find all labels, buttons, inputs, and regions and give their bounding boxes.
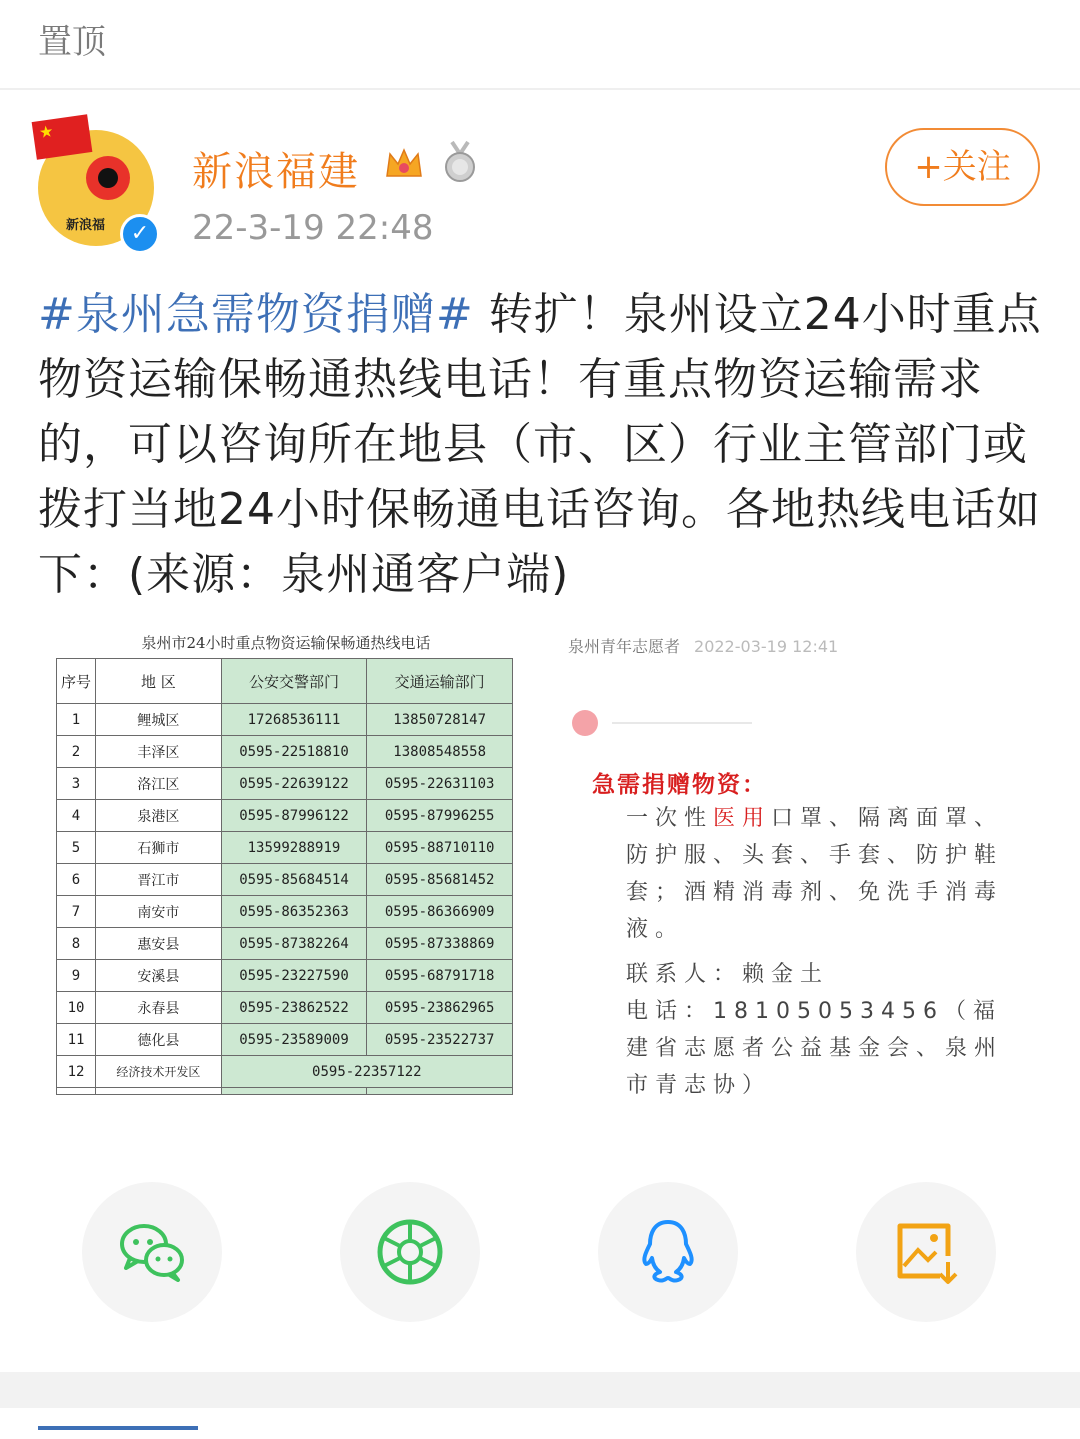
medal-badge-icon — [440, 140, 480, 184]
cell-police: 0595-87996122 — [221, 800, 367, 832]
donation-notice-image[interactable] — [560, 628, 1020, 1118]
items-prefix: 一次性 — [626, 806, 714, 831]
cell-empty — [221, 1088, 367, 1095]
cell-transport: 0595-23522737 — [367, 1024, 513, 1056]
pinned-label: 置顶 — [38, 22, 106, 62]
cell-no: 1 — [57, 704, 96, 736]
notice-source-name: 泉州青年志愿者 — [568, 637, 681, 656]
notice-body — [592, 800, 1012, 1104]
table-header-row — [57, 659, 513, 704]
table-row — [57, 832, 513, 864]
table-row — [57, 800, 513, 832]
cell-no: 10 — [57, 992, 96, 1024]
items-rest: 口罩、隔离面罩、防护服、头套、手套、防护鞋套；酒精消毒剂、免洗手消毒液。 — [626, 806, 1004, 942]
share-wechat-button[interactable] — [82, 1182, 222, 1322]
cell-area: 鲤城区 — [96, 704, 222, 736]
cell-empty — [367, 1088, 513, 1095]
cell-police: 0595-23227590 — [221, 960, 367, 992]
table-title: 泉州市24小时重点物资运输保畅通热线电话 — [141, 634, 431, 652]
cell-transport: 0595-23862965 — [367, 992, 513, 1024]
cell-police: 0595-86352363 — [221, 896, 367, 928]
post-time: 22-3-19 22:48 — [192, 208, 434, 248]
share-moments-button[interactable] — [340, 1182, 480, 1322]
hashtag-link[interactable]: #泉州急需物资捐赠# — [38, 289, 474, 340]
cell-police: 0595-87382264 — [221, 928, 367, 960]
save-image-icon — [890, 1216, 962, 1288]
cell-transport: 13850728147 — [367, 704, 513, 736]
avatar-dot-icon — [572, 710, 598, 736]
cell-no: 11 — [57, 1024, 96, 1056]
cell-no: 9 — [57, 960, 96, 992]
cell-area: 安溪县 — [96, 960, 222, 992]
cell-area: 永春县 — [96, 992, 222, 1024]
divider-line — [612, 722, 752, 724]
avatar[interactable] — [34, 118, 158, 246]
table-row — [57, 896, 513, 928]
table-row — [57, 704, 513, 736]
cell-police: 0595-22518810 — [221, 736, 367, 768]
cell-police: 13599288919 — [221, 832, 367, 864]
cell-transport: 0595-68791718 — [367, 960, 513, 992]
author-name[interactable]: 新浪福建 — [192, 149, 360, 195]
cell-transport: 0595-86366909 — [367, 896, 513, 928]
sina-eye-logo — [86, 156, 130, 200]
save-image-button[interactable] — [856, 1182, 996, 1322]
cell-area: 丰泽区 — [96, 736, 222, 768]
table-row — [57, 960, 513, 992]
cell-police: 17268536111 — [221, 704, 367, 736]
cell-transport: 0595-87338869 — [367, 928, 513, 960]
follow-button[interactable]: +关注 — [885, 128, 1040, 206]
header-transport: 交通运输部门 — [367, 659, 513, 704]
hotline-table — [56, 658, 513, 1095]
items-list — [592, 800, 1012, 948]
cell-no: 8 — [57, 928, 96, 960]
flag-icon — [32, 114, 93, 159]
cell-area: 石狮市 — [96, 832, 222, 864]
cell-police: 0595-23862522 — [221, 992, 367, 1024]
cell-transport: 0595-22631103 — [367, 768, 513, 800]
table-row — [57, 768, 513, 800]
table-row — [57, 864, 513, 896]
section-divider — [0, 1372, 1080, 1408]
cell-police: 0595-22639122 — [221, 768, 367, 800]
hotline-table-image[interactable] — [56, 628, 516, 1110]
cell-area: 晋江市 — [96, 864, 222, 896]
next-section-edge — [38, 1426, 218, 1439]
cell-police: 0595-85684514 — [221, 864, 367, 896]
cell-transport: 0595-88710110 — [367, 832, 513, 864]
table-row — [57, 1056, 513, 1088]
share-qq-button[interactable] — [598, 1182, 738, 1322]
wechat-icon — [116, 1216, 188, 1288]
avatar-logo-text: 新浪福 — [66, 218, 106, 233]
table-row — [57, 1024, 513, 1056]
cell-transport: 13808548558 — [367, 736, 513, 768]
moments-icon — [374, 1216, 446, 1288]
cell-area: 德化县 — [96, 1024, 222, 1056]
header-police: 公安交警部门 — [221, 659, 367, 704]
cell-no: 3 — [57, 768, 96, 800]
contact-phone: 电话：18105053456（福建省志愿者公益基金会、泉州市青志协） — [626, 999, 1004, 1098]
cell-area: 南安市 — [96, 896, 222, 928]
post-body — [38, 282, 1048, 607]
cell-no: 7 — [57, 896, 96, 928]
cell-area: 经济技术开发区 — [96, 1056, 222, 1088]
contact-name: 联系人：赖金土 — [626, 962, 830, 987]
cell-police: 0595-23589009 — [221, 1024, 367, 1056]
table-row-cut — [57, 1088, 513, 1095]
cell-no: 4 — [57, 800, 96, 832]
notice-source — [568, 634, 838, 657]
crown-badge-icon — [384, 146, 424, 180]
post-text: 转扩！泉州设立24小时重点物资运输保畅通热线电话！有重点物资运输需求的，可以咨询所在地县（市、区）行业主管部门或拨打当地24小时保畅通电话咨询。各地热线电话如下：(来源：泉州通客户端) — [38, 289, 1042, 600]
header-area: 地 区 — [96, 659, 222, 704]
top-bar — [0, 0, 1080, 90]
header-no: 序号 — [57, 659, 96, 704]
cell-transport: 0595-85681452 — [367, 864, 513, 896]
cell-area: 泉港区 — [96, 800, 222, 832]
cell-phone: 0595-22357122 — [221, 1056, 512, 1088]
cell-no: 5 — [57, 832, 96, 864]
cell-empty — [96, 1088, 222, 1095]
cell-no: 2 — [57, 736, 96, 768]
table-row — [57, 992, 513, 1024]
cell-no: 6 — [57, 864, 96, 896]
verified-icon: ✓ — [120, 214, 160, 254]
table-row — [57, 736, 513, 768]
qq-icon — [632, 1216, 704, 1288]
notice-heading: 急需捐赠物资： — [592, 772, 767, 798]
cell-area: 洛江区 — [96, 768, 222, 800]
notice-date: 2022-03-19 12:41 — [694, 637, 839, 656]
cell-no: 12 — [57, 1056, 96, 1088]
cell-area: 惠安县 — [96, 928, 222, 960]
items-red: 医用 — [713, 806, 772, 831]
table-row — [57, 928, 513, 960]
cell-empty — [57, 1088, 96, 1095]
cell-transport: 0595-87996255 — [367, 800, 513, 832]
